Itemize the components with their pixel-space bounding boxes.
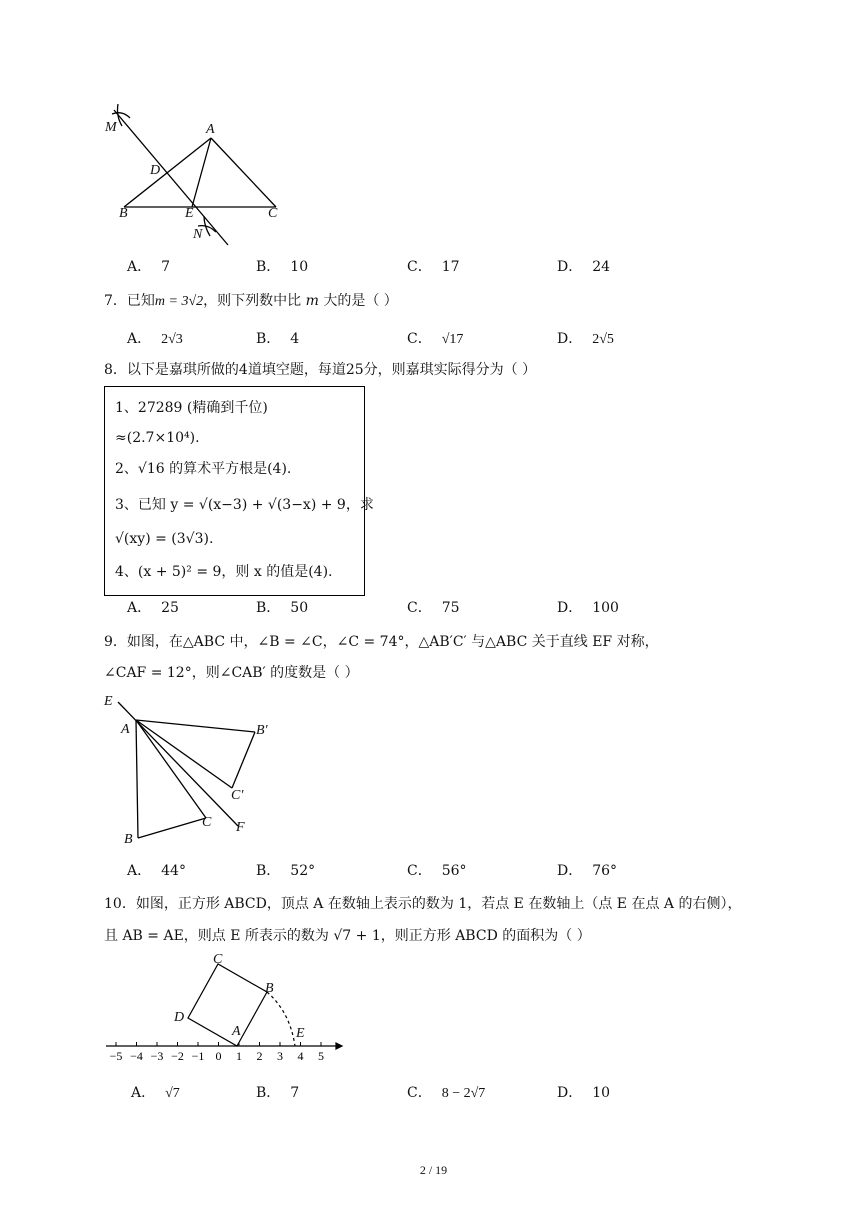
- q10-axis-tick-label: 4: [297, 1049, 304, 1063]
- q8-answer-box: [104, 386, 374, 596]
- q9-figure: [100, 690, 280, 850]
- q8-option-b[interactable]: B． 50: [256, 600, 309, 616]
- q10-axis-ticks: [110, 1042, 324, 1063]
- q10-axis-tick-label: −3: [150, 1049, 164, 1063]
- q7-option-b[interactable]: B． 4: [256, 331, 300, 347]
- q9-label-b: B: [124, 832, 133, 847]
- q6-option-b[interactable]: B． 10: [256, 259, 309, 275]
- q9-option-a[interactable]: A． 44°: [127, 863, 186, 879]
- q6-label-n: N: [193, 227, 203, 242]
- q9-stem-line-2: ∠CAF = 12°，则∠CAB′ 的度数是（ ）: [104, 665, 359, 681]
- q6-option-c[interactable]: C． 17: [407, 259, 460, 275]
- q10-axis-tick-label: 5: [318, 1049, 324, 1063]
- q7-stem: 7．已知m = 3√2，则下列数中比 m 大的是（ ）: [104, 293, 398, 309]
- q10-option-c[interactable]: C． 8 − 2√7: [407, 1085, 486, 1101]
- q10-axis-tick-label: −5: [109, 1049, 123, 1063]
- q10-axis-tick-label: 3: [277, 1049, 283, 1063]
- q10-stem-line-1: 10．如图，正方形 ABCD，顶点 A 在数轴上表示的数为 1，若点 E 在数轴上（点 E 在点 A 的右侧），: [104, 896, 742, 912]
- q9-option-b[interactable]: B． 52°: [256, 863, 316, 879]
- q10-label-e: E: [296, 1026, 305, 1041]
- q10-label-a: A: [232, 1024, 241, 1039]
- q10-axis-tick-label: 0: [215, 1049, 222, 1063]
- q9-option-d[interactable]: D． 76°: [557, 863, 618, 879]
- q8-box-line-1: 1、27289 (精确到千位): [115, 400, 268, 416]
- q10-option-d[interactable]: D． 10: [557, 1085, 611, 1101]
- q10-axis-tick-label: 2: [256, 1049, 263, 1063]
- page-number: 2 / 19: [419, 1163, 448, 1177]
- q9-option-c[interactable]: C． 56°: [407, 863, 467, 879]
- q6-label-m: M: [105, 120, 117, 135]
- q9-label-c-prime: C′: [231, 788, 244, 803]
- q8-option-c[interactable]: C． 75: [407, 600, 460, 616]
- q9-label-e: E: [104, 694, 113, 709]
- q6-option-a[interactable]: A． 7: [127, 259, 171, 275]
- q8-option-a[interactable]: A． 25: [127, 600, 179, 616]
- q7-option-d[interactable]: D． 2√5: [557, 331, 614, 347]
- q8-box-line-6: 4、(x + 5)² = 9，则 x 的值是(4).: [115, 564, 333, 580]
- q8-box-line-4: 3、已知 y = √(x−3) + √(3−x) + 9，求: [115, 497, 374, 513]
- q8-box-line-2: ≈(2.7×10⁴).: [115, 430, 200, 446]
- q6-label-e: E: [185, 206, 194, 221]
- q10-option-a[interactable]: A． √7: [131, 1085, 180, 1101]
- q9-label-a: A: [121, 722, 130, 737]
- q9-label-b-prime: B′: [256, 723, 268, 738]
- q8-option-d[interactable]: D． 100: [557, 600, 619, 616]
- q10-axis-tick-label: −2: [171, 1049, 184, 1063]
- q6-option-d[interactable]: D． 24: [557, 259, 611, 275]
- q10-stem-line-2: 且 AB = AE，则点 E 所表示的数为 √7 + 1，则正方形 ABCD 的面积为（ ）: [104, 928, 591, 944]
- q6-label-b: B: [119, 206, 128, 221]
- q10-option-b[interactable]: B． 7: [256, 1085, 300, 1101]
- q10-label-c: C: [213, 952, 223, 967]
- q9-label-c: C: [202, 815, 212, 830]
- q6-label-a: A: [206, 122, 215, 137]
- q10-label-b: B: [265, 981, 274, 996]
- q8-stem: 8．以下是嘉琪所做的4道填空题，每道25分，则嘉琪实际得分为（ ）: [104, 362, 537, 378]
- q10-axis-tick-label: −4: [130, 1049, 143, 1063]
- q7-option-c[interactable]: C． √17: [407, 331, 464, 347]
- q10-axis-tick-label: −1: [191, 1049, 205, 1063]
- q10-figure: [100, 950, 350, 1065]
- q6-label-d: D: [150, 163, 161, 178]
- q9-label-f: F: [236, 820, 245, 835]
- q8-box-line-5: √(xy) = (3√3).: [115, 531, 214, 547]
- q9-stem-line-1: 9．如图，在△ABC 中，∠B = ∠C，∠C = 74°，△AB′C′ 与△ABC 关于直线 EF 对称，: [104, 634, 659, 650]
- q10-axis-tick-label: 1: [236, 1049, 242, 1063]
- q8-box-line-3: 2、√16 的算术平方根是(4).: [115, 461, 292, 477]
- q7-option-a[interactable]: A． 2√3: [127, 331, 183, 347]
- q6-label-c: C: [268, 206, 278, 221]
- q10-label-d: D: [174, 1010, 185, 1025]
